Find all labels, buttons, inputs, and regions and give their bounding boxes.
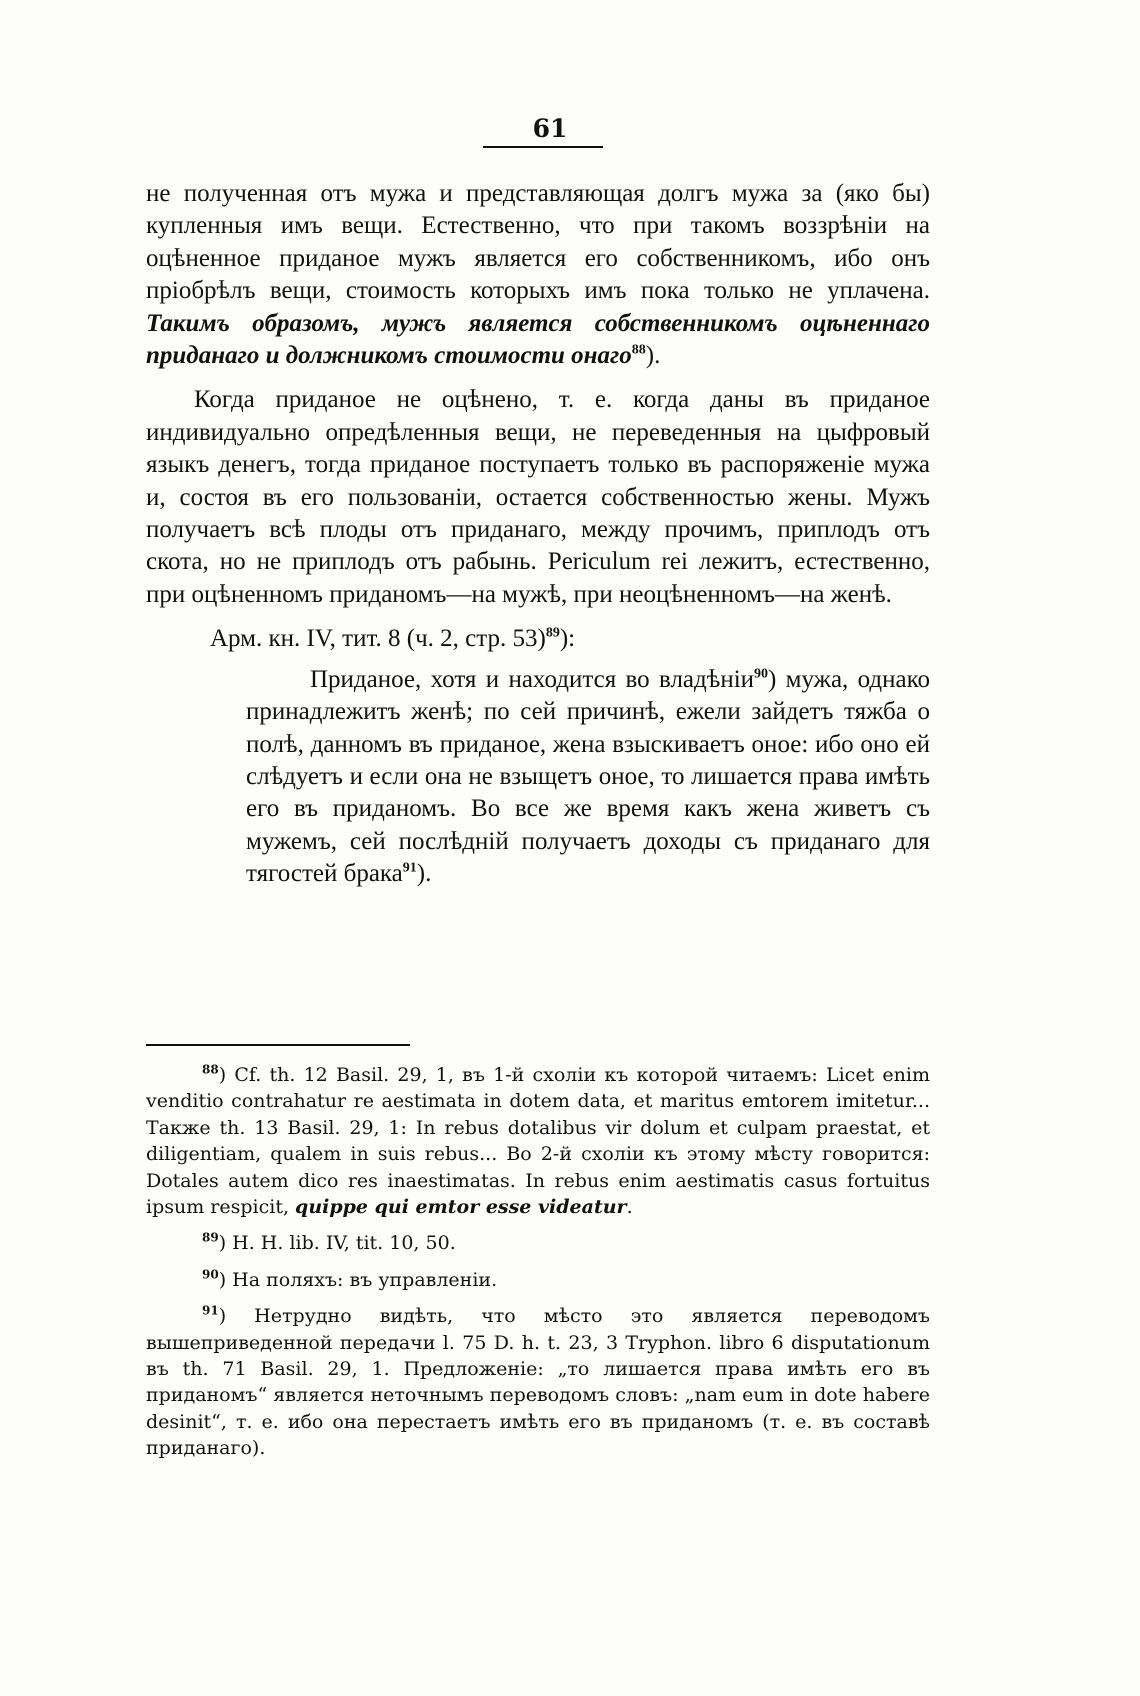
paragraph-1-text: не полученная отъ мужа и представляющая долгъ мужа за (яко бы) купленныя имъ вещи. Естественно, что при такомъ воззрѣніи на оцѣненное приданое мужъ является его собственникомъ, ибо онъ пріобрѣлъ вещи, стоимость которыхъ имъ пока только не уплачена. [146, 180, 930, 305]
arm-reference-line [146, 623, 930, 655]
footnote-89 [146, 1230, 930, 1256]
footnote-ref-88: 88 [631, 342, 646, 358]
footnote-mark-89: 89 [202, 1231, 219, 1246]
footnote-91 [146, 1303, 930, 1461]
page-number: 61 [532, 114, 568, 143]
footnote-89-text: ) H. H. lib. IV, tit. 10, 50. [218, 1232, 456, 1255]
paragraph-1-italic: Такимъ образомъ, мужъ является собственникомъ оцѣненнаго приданаго и должникомъ стоимости онаго [146, 309, 930, 370]
quotation-part-1: Приданое, хотя и находится во владѣніи [310, 665, 755, 693]
quotation-part-2: ) мужа, однако принадлежитъ женѣ; по сей причинѣ, ежели зайдетъ тяжба о полѣ, данномъ въ приданое, жена взыскиваетъ оное: ибо оно ей слѣдуетъ и если она не взыщетъ оное, то лишается права имѣть его въ приданомъ. Во все же время какъ жена живетъ съ мужемъ, сей послѣдній получаетъ доходы съ приданаго для тягостей брака [246, 665, 930, 888]
footnote-88-text: ) Cf. th. 12 Basil. 29, 1, въ 1-й схоліи къ которой читаемъ: Licet enim venditio contrahatur re aestimata in dotem data, et maritus emtorem imitetur... Также th. 13 Basil. 29, 1: In rebus dotalibus vir dolum et culpam praestat, et diligentiam, qualem in suis rebus... Во 2-й схоліи къ этому мѣсту говорится: Dotales autem dico res inaestimatas. In rebus enim aestimatis casus fortuitus ipsum respicit, [146, 1064, 930, 1219]
quotation [246, 664, 930, 891]
footnote-88-end: . [626, 1196, 633, 1219]
page-number-rule [483, 146, 603, 148]
footnotes [146, 1062, 930, 1472]
footnote-88-italic: quippe qui emtor esse videatur [295, 1196, 627, 1219]
footnote-90 [146, 1267, 930, 1293]
main-text [146, 178, 930, 891]
footnote-mark-91: 91 [202, 1303, 219, 1318]
quotation-end: ). [416, 860, 432, 888]
paragraph-1 [146, 178, 930, 372]
paragraph-2: Когда приданое не оцѣнено, т. е. когда даны въ приданое индивидуально опредѣленныя вещи, не переведенныя на цыфровый языкъ денегъ, тогда приданое поступаетъ только въ распоряженіе мужа и, состоя въ его пользованіи, остается собственностью жены. Мужъ получаетъ всѣ плоды отъ приданаго, между прочимъ, приплодъ отъ скота, но не приплодъ отъ рабынь. Periculum rei лежитъ, естественно, при оцѣненномъ приданомъ—на мужѣ, при неоцѣненномъ—на женѣ. [146, 386, 930, 608]
footnote-91-text: ) Нетрудно видѣть, что мѣсто это является переводомъ вышеприведенной передачи l. 75 D. h. t. 23, 3 Tryphon. libro 6 disputationum въ th. 71 Basil. 29, 1. Предложеніе: „то лишается права имѣть его въ приданомъ“ является неточнымъ переводомъ словъ: „nam eum in dote habere desinit“, т. е. ибо она перестаетъ имѣть его въ приданомъ (т. е. въ составѣ приданаго). [146, 1305, 930, 1460]
footnote-mark-90: 90 [202, 1267, 219, 1282]
footnote-ref-90: 90 [754, 666, 769, 682]
paragraph-1-end: ). [645, 342, 661, 370]
arm-reference-text: Арм. кн. IV, тит. 8 (ч. 2, стр. 53) [210, 625, 546, 653]
footnote-separator [146, 1044, 410, 1046]
footnote-90-text: ) На поляхъ: въ управленіи. [218, 1268, 498, 1291]
footnote-ref-89: 89 [545, 625, 560, 641]
footnote-mark-88: 88 [202, 1062, 219, 1077]
footnote-ref-91: 91 [402, 860, 417, 876]
arm-reference-end: ): [559, 625, 576, 653]
footnote-88 [146, 1062, 930, 1220]
